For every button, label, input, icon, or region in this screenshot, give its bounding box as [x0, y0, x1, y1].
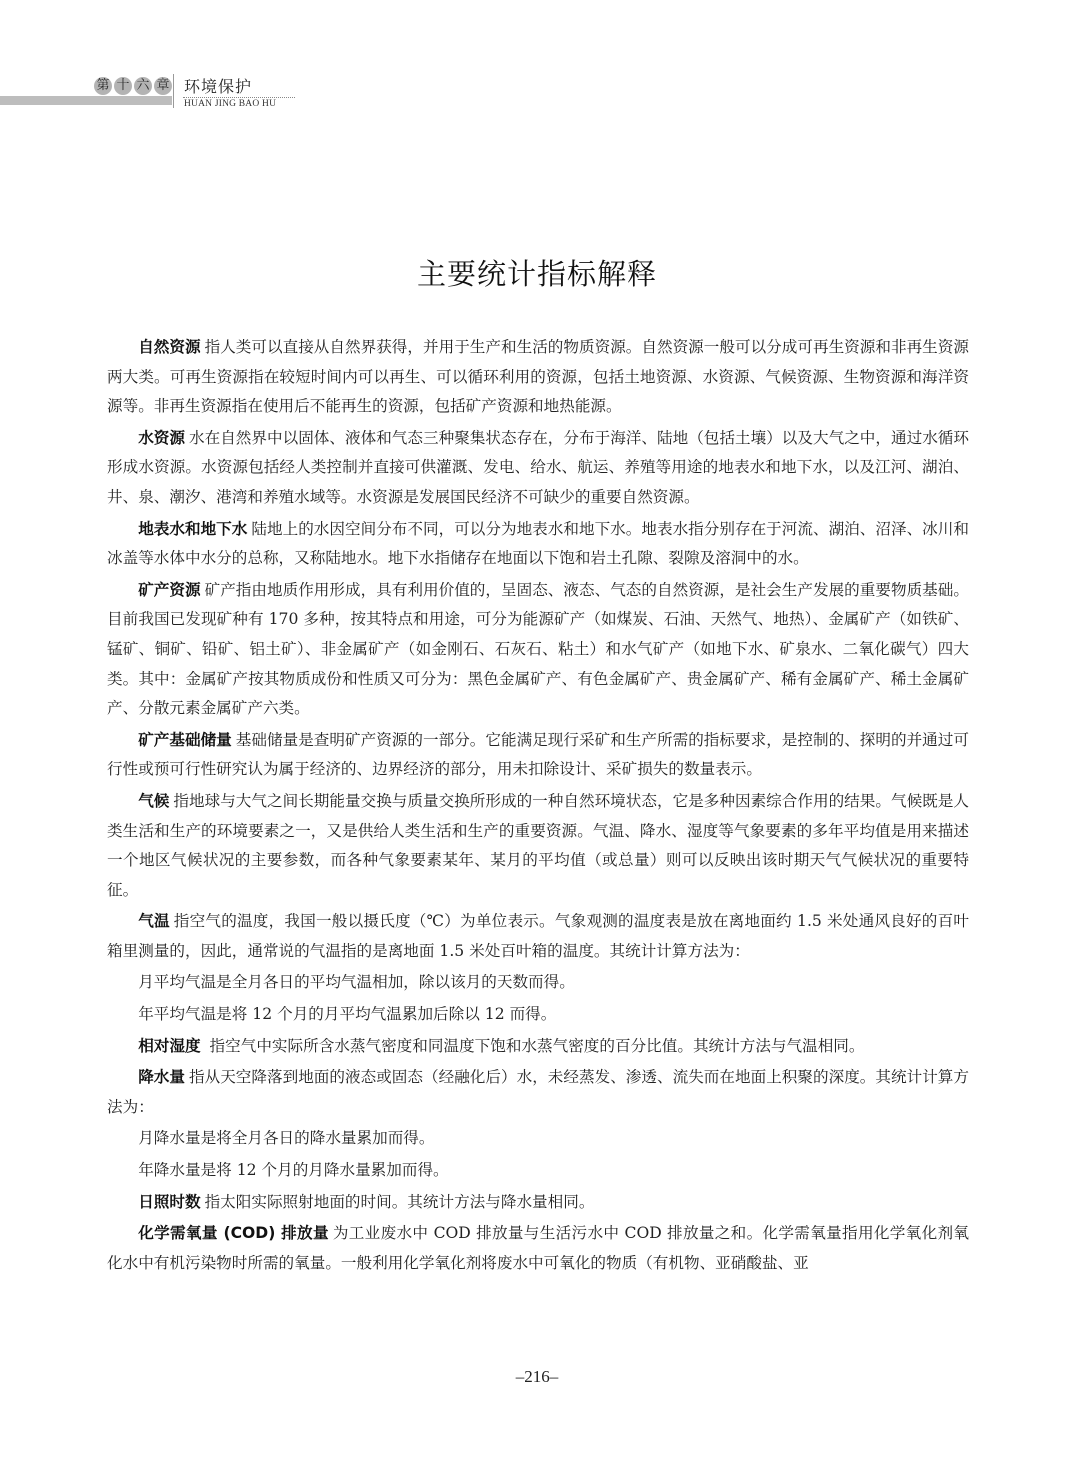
definition-paragraph	[107, 726, 969, 785]
chapter-label	[94, 77, 172, 95]
definition-paragraph	[107, 1032, 969, 1062]
chapter-char: 章	[154, 77, 172, 95]
definition-paragraph	[107, 333, 969, 422]
definition: 矿产指由地质作用形成，具有利用价值的，呈固态、液态、气态的自然资源，是社会生产发展的重要物质基础。目前我国已发现矿种有 170 多种，按其特点和用途，可分为能源矿产（如煤炭、石油、天然气、地热）、金属矿产（如铁矿、锰矿、铜矿、铅矿、铝土矿）、非金属矿产（如金刚石、石灰石、粘土）和水气矿产（如地下水、矿泉水、二氧化碳气）四大类。其中：金属矿产按其物质成份和性质又可分为：黑色金属矿产、有色金属矿产、贵金属矿产、稀有金属矿产、稀土金属矿产、分散元素金属矿产六类。	[107, 580, 969, 718]
definition: 指从天空降落到地面的液态或固态（经融化后）水，未经蒸发、渗透、流失而在地面上积聚的深度。其统计计算方法为：	[107, 1068, 969, 1116]
formula-line	[107, 968, 969, 998]
chapter-char: 十	[114, 77, 132, 95]
term: 矿产资源	[138, 580, 201, 599]
definition: 年降水量是将 12 个月的月降水量累加而得。	[138, 1161, 449, 1180]
term: 相对湿度	[138, 1036, 201, 1055]
definition: 为工业废水中 COD 排放量与生活污水中 COD 排放量之和。化学需氧量指用化学氧化剂氧化水中有机污染物时所需的氧量。一般利用化学氧化剂将废水中可氧化的物质（有机物、亚硝酸盐、亚	[107, 1224, 969, 1272]
definition: 月降水量是将全月各日的降水量累加而得。	[138, 1129, 435, 1148]
definition-paragraph	[107, 1219, 969, 1278]
term: 自然资源	[138, 338, 201, 356]
term: 降水量	[138, 1068, 185, 1087]
definition: 指人类可以直接从自然界获得，并用于生产和生活的物质资源。自然资源一般可以分成可再生资源和非再生资源两大类。可再生资源指在较短时间内可以再生、可以循环利用的资源，包括土地资源、水资源、气候资源、生物资源和海洋资源等。非再生资源指在使用后不能再生的资源，包括矿产资源和地热能源。	[107, 338, 969, 416]
definition: 月平均气温是全月各日的平均气温相加，除以该月的天数而得。	[138, 973, 575, 992]
term: 日照时数	[138, 1192, 201, 1211]
definition: 指空气中实际所含水蒸气密度和同温度下饱和水蒸气密度的百分比值。其统计方法与气温相同。	[204, 1036, 865, 1055]
chapter-char: 六	[134, 77, 152, 95]
formula-line	[107, 1156, 969, 1186]
definition-paragraph	[107, 424, 969, 513]
header-subtitle: HUAN JING BAO HU	[184, 99, 277, 109]
definition: 陆地上的水因空间分布不同，可以分为地表水和地下水。地表水指分别存在于河流、湖泊、沼泽、冰川和冰盖等水体中水分的总称，又称陆地水。地下水指储存在地面以下饱和岩土孔隙、裂隙及溶洞中的水。	[107, 519, 969, 568]
header-dotted-rule	[183, 97, 295, 98]
page-title: 主要统计指标解释	[416, 257, 657, 291]
body-text	[107, 333, 969, 1280]
definition: 指空气的温度，我国一般以摄氏度（℃）为单位表示。气象观测的温度表是放在离地面约 1.5 米处通风良好的百叶箱里测量的，因此，通常说的气温指的是离地面 1.5 米处百叶箱的温度。其统计计算方法为：	[107, 912, 969, 960]
formula-line	[107, 1000, 969, 1030]
definition: 水在自然界中以固体、液体和气态三种聚集状态存在，分布于海洋、陆地（包括土壤）以及大气之中，通过水循环形成水资源。水资源包括经人类控制并直接可供灌溉、发电、给水、航运、养殖等用途的地表水和地下水，以及江河、湖泊、井、泉、潮汐、港湾和养殖水域等。水资源是发展国民经济不可缺少的重要自然资源。	[107, 428, 969, 506]
definition-paragraph	[107, 787, 969, 905]
term: 气温	[138, 912, 170, 931]
running-header	[0, 68, 320, 112]
header-gray-bar	[0, 96, 172, 105]
definition: 指太阳实际照射地面的时间。其统计方法与降水量相同。	[204, 1192, 595, 1211]
page-number: –216–	[515, 1367, 559, 1386]
definition: 基础储量是查明矿产资源的一部分。它能满足现行采矿和生产所需的指标要求，是控制的、探明的并通过可行性或预可行性研究认为属于经济的、边界经济的部分，用未扣除设计、采矿损失的数量表示。	[107, 730, 969, 779]
term: 水资源	[138, 428, 185, 447]
definition-paragraph	[107, 576, 969, 724]
chapter-char: 第	[94, 77, 112, 95]
header-divider	[173, 74, 174, 108]
definition: 指地球与大气之间长期能量交换与质量交换所形成的一种自然环境状态，它是多种因素综合作用的结果。气候既是人类生活和生产的环境要素之一，又是供给人类生活和生产的重要资源。气温、降水、湿度等气象要素的多年平均值是用来描述一个地区气候状况的主要参数，而各种气象要素某年、某月的平均值（或总量）则可以反映出该时期天气气候状况的重要特征。	[107, 791, 969, 899]
formula-line	[107, 1124, 969, 1154]
definition-paragraph	[107, 1063, 969, 1122]
definition-paragraph	[107, 515, 969, 574]
term: 矿产基础储量	[138, 730, 232, 749]
term: 气候	[138, 791, 170, 810]
term: 地表水和地下水	[138, 519, 248, 538]
header-title: 环境保护	[184, 77, 253, 96]
term: 化学需氧量 (COD) 排放量	[138, 1224, 329, 1243]
definition: 年平均气温是将 12 个月的月平均气温累加后除以 12 而得。	[138, 1005, 557, 1024]
definition-paragraph	[107, 1188, 969, 1218]
definition-paragraph	[107, 907, 969, 966]
